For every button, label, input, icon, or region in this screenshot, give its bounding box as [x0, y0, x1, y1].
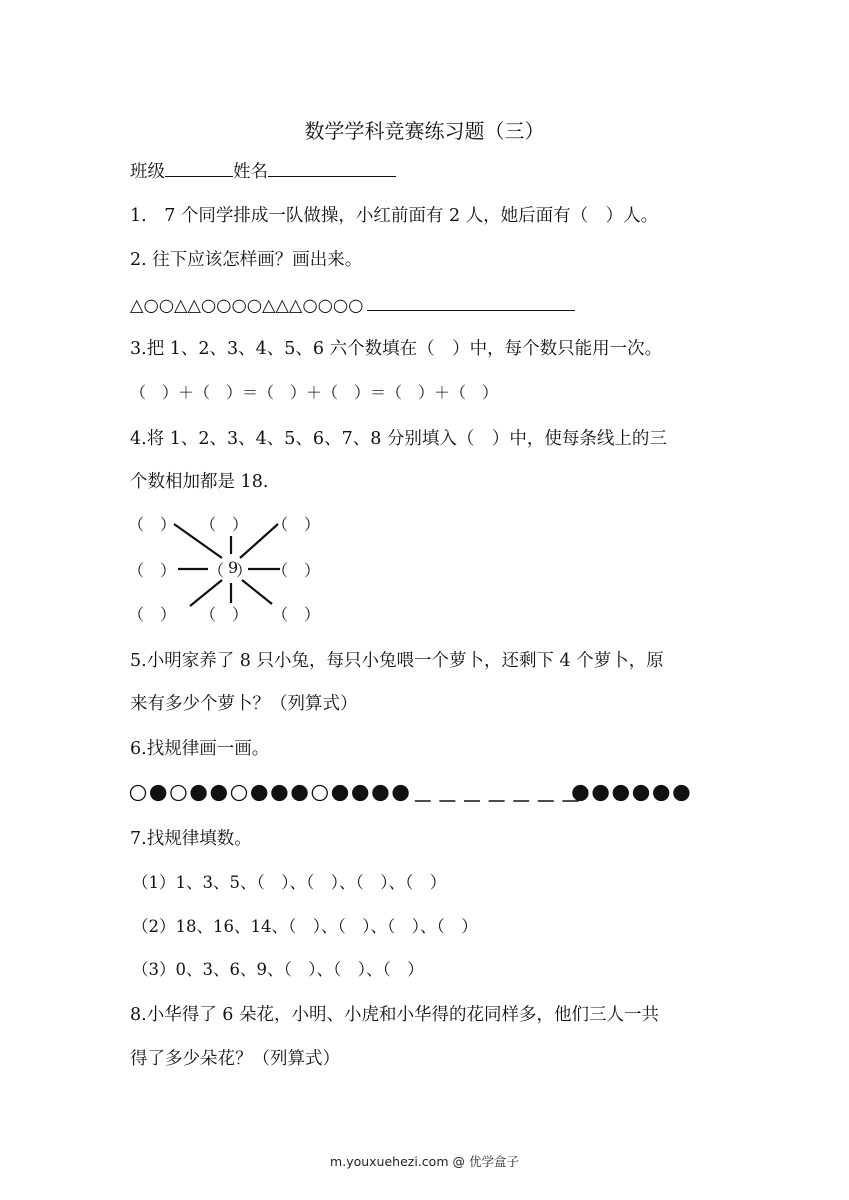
question-5-line1: 5.小明家养了 8 只小兔，每只小兔喂一个萝卜，还剩下 4 个萝卜，原 [130, 651, 664, 671]
question-5-line2: 来有多少个萝卜？（列算式） [130, 694, 358, 714]
question-3: 3.把 1、2、3、4、5、6 六个数填在（ ）中，每个数只能用一次。 [130, 339, 663, 359]
answer-blank [367, 292, 575, 311]
filled-circle-11 [333, 786, 348, 801]
tail-filled-circle-3 [613, 786, 628, 801]
filled-circle-13 [373, 786, 388, 801]
cell-bottom-left: （ ） [128, 605, 177, 624]
page-title: 数学学科竞赛练习题（三） [304, 119, 545, 143]
tail-filled-circle-1 [573, 786, 588, 801]
cell-center-open: （ [208, 561, 225, 580]
star-diagram [128, 508, 328, 624]
question-8-line2: 得了多少朵花？（列算式） [130, 1049, 340, 1069]
tail-filled-circle-4 [634, 786, 649, 801]
question-4-line2: 个数相加都是 18. [130, 472, 269, 492]
cell-center-close: ） [236, 561, 253, 580]
cell-top-right: （ ） [272, 515, 321, 534]
filled-circle-5 [211, 786, 226, 801]
cell-top-mid: （ ） [200, 515, 249, 534]
filled-circle-8 [272, 786, 287, 801]
cell-bottom-mid: （ ） [200, 605, 249, 624]
filled-circle-9 [292, 786, 307, 801]
hollow-circle-3 [171, 786, 186, 801]
question-7-item-3: （3）0、3、6、9、（ ）、（ ）、（ ） [132, 960, 424, 979]
student-info [130, 158, 396, 184]
cell-bottom-right: （ ） [272, 605, 321, 624]
filled-circle-4 [191, 786, 206, 801]
question-7: 7.找规律填数。 [130, 829, 252, 849]
question-7-item-1: （1）1、3、5、（ ）、（ ）、（ ）、（ ） [132, 873, 447, 892]
hollow-circle-1 [131, 786, 146, 801]
question-6: 6.找规律画一画。 [130, 739, 270, 759]
cell-mid-right: （ ） [272, 561, 321, 580]
class-blank [165, 158, 233, 177]
question-4-line1: 4.将 1、2、3、4、5、6、7、8 分别填入（ ）中，使每条线上的三 [130, 429, 667, 449]
filled-circle-14 [393, 786, 408, 801]
filled-circle-7 [252, 786, 267, 801]
line-se [242, 580, 272, 604]
question-2: 2. 往下应该怎样画？画出来。 [130, 250, 363, 270]
question-3-equation: （ ）＋（ ）＝（ ）＋（ ）＝（ ）＋（ ） [130, 383, 499, 402]
name-blank [268, 158, 396, 177]
tail-filled-circle-5 [654, 786, 669, 801]
hollow-circle-10 [312, 786, 327, 801]
class-label: 班级 [130, 162, 165, 182]
question-7-item-2: （2）18、16、14、（ ）、（ ）、（ ）、（ ） [132, 917, 478, 936]
cell-top-left: （ ） [128, 515, 177, 534]
question-2-sequence [130, 292, 575, 318]
question-8-line1: 8.小华得了 6 朵花，小明、小虎和小华得的花同样多，他们三人一共 [130, 1005, 659, 1025]
circle-pattern [128, 781, 728, 805]
footer-watermark: m.youxuehezi.com @ 优学盒子 [330, 1154, 519, 1169]
cell-center-value: 9 [228, 558, 239, 577]
tail-filled-circle-2 [593, 786, 608, 801]
filled-circle-12 [353, 786, 368, 801]
question-1: 1. 7 个同学排成一队做操，小红前面有 2 人，她后面有（ ）人。 [130, 206, 659, 226]
cell-mid-left: （ ） [128, 561, 177, 580]
filled-circle-2 [151, 786, 166, 801]
question-6-pattern [128, 781, 728, 812]
name-label: 姓名 [233, 162, 268, 182]
tail-filled-circle-6 [674, 786, 689, 801]
shape-sequence: △○○△△○○○○△△△○○○○ [130, 296, 364, 316]
hollow-circle-6 [232, 786, 247, 801]
